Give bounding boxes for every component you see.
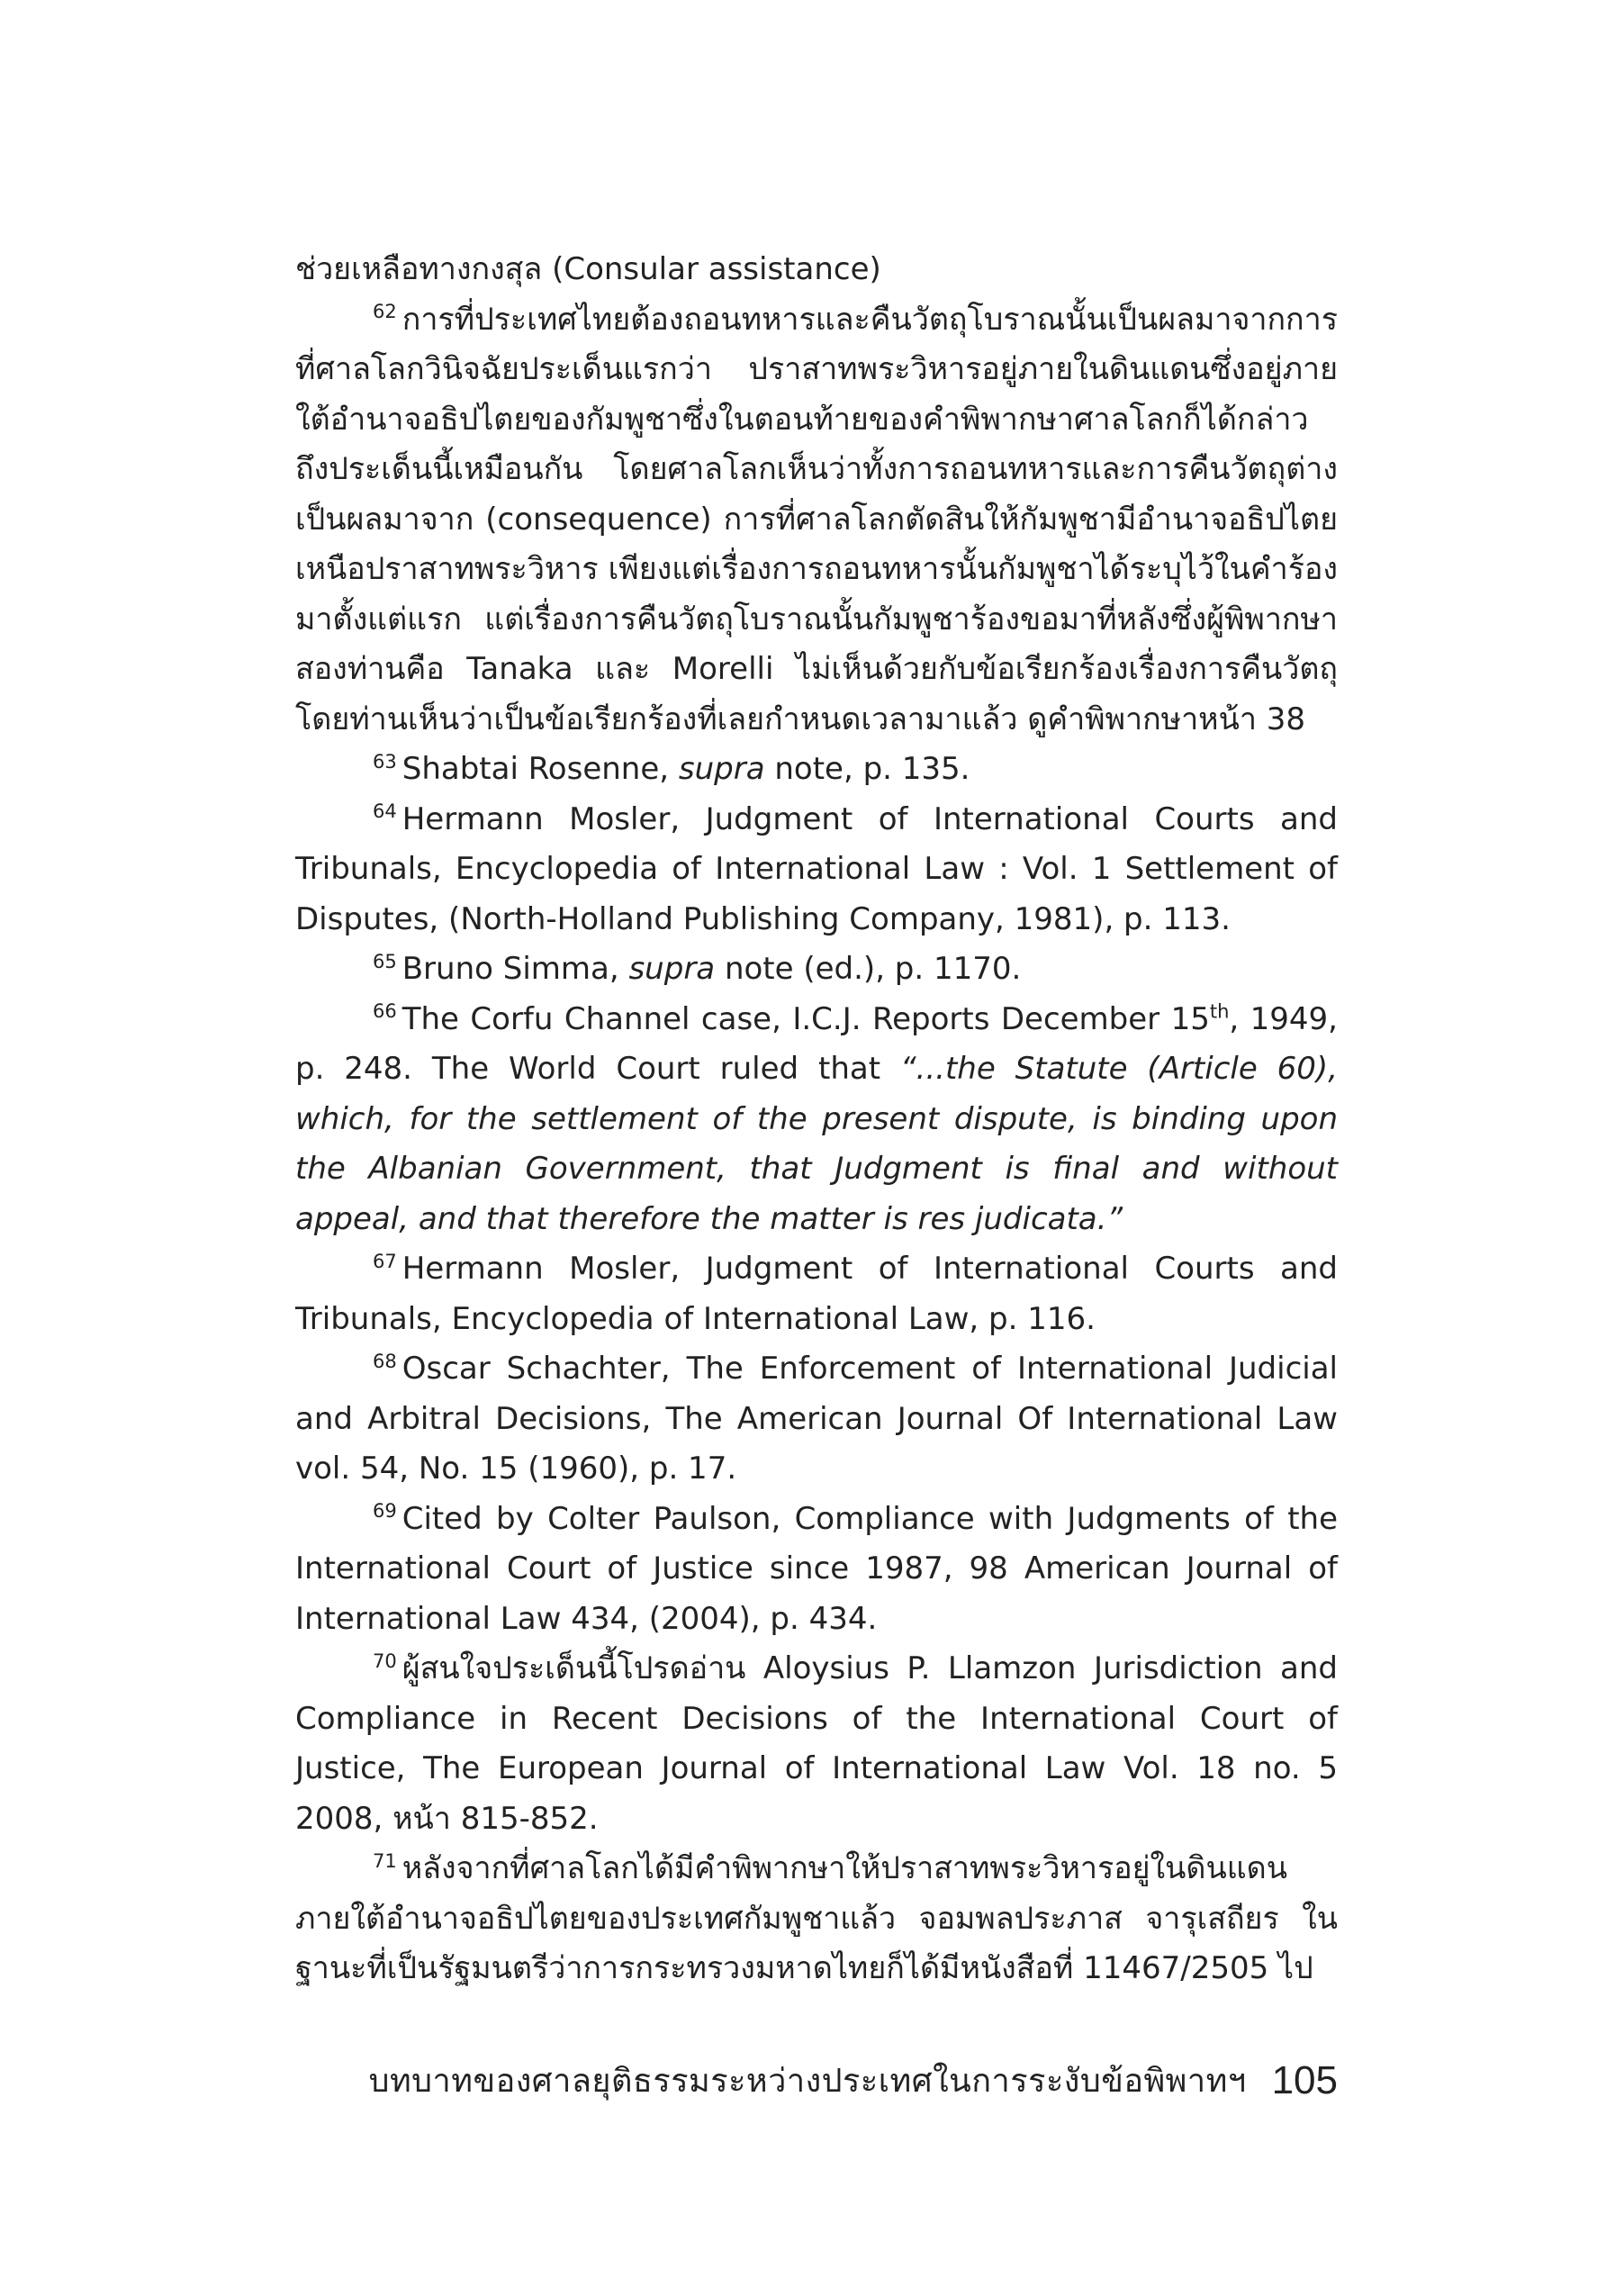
footnote-text: ช่วยเหลือทางกงสุล (Consular assistance) — [295, 251, 881, 287]
footnote-64 — [295, 795, 1338, 945]
footnote-62 — [295, 295, 1338, 746]
footnote-67 — [295, 1244, 1338, 1344]
page-footer — [295, 2056, 1338, 2106]
footnote-number: 69 — [373, 1500, 397, 1523]
footnote-number: 63 — [373, 750, 397, 773]
footnote-69 — [295, 1495, 1338, 1645]
footnote-text: Oscar Schachter, The Enforcement of International Judicial and Arbitral Decisions, The American Journal Of International Law vol. 54, No. 15 (1960), p. 17. — [295, 1351, 1338, 1487]
footnote-number: 65 — [373, 950, 397, 972]
footnote-italic-quote: “...the Statute (Article 60), which, for the settlement of the present dispute, is binding upon the Albanian Government, that Judgment is final and without appeal, and that therefore the matter is res judicata.” — [295, 1051, 1338, 1237]
footnote-65 — [295, 945, 1338, 995]
footnote-italic-term: supra — [628, 951, 716, 987]
footnote-text: ผู้สนใจประเด็นนี้โปรดอ่าน Aloysius P. Llamzon Jurisdiction and Compliance in Recent Decisions of the International Court of Justice, The European Journal of International Law Vol. 18 no. 5 2008, หน้า 815-852. — [295, 1650, 1338, 1837]
footnote-68 — [295, 1344, 1338, 1495]
footnote-number: 67 — [373, 1250, 397, 1272]
footnote-number: 71 — [373, 1849, 397, 1872]
footnote-number: 64 — [373, 800, 397, 823]
footnotes-section — [295, 245, 1338, 1994]
footnote-text: หลังจากที่ศาลโลกได้มีคำพิพากษาให้ปราสาทพระวิหารอยู่ในดินแดนภายใต้อำนาจอธิปไตยของประเทศกัมพูชาแล้ว จอมพลประภาส จารุเสถียร ในฐานะที่เป็นรัฐมนตรีว่าการกระทรวงมหาดไทยก็ได้มีหนังสือที่ 11467/2505 ไป — [295, 1850, 1338, 1986]
footnote-text: Bruno Simma, — [402, 951, 629, 987]
ordinal-superscript: th — [1209, 1000, 1230, 1023]
page-number: 105 — [1271, 2058, 1338, 2102]
footnote-63 — [295, 745, 1338, 795]
footnote-number: 70 — [373, 1650, 397, 1672]
running-title: บทบาทของศาลยุติธรรมระหว่างประเทศในการระงับข้อพิพาทฯ — [368, 2063, 1247, 2100]
footnote-text: Hermann Mosler, Judgment of International Courts and Tribunals, Encyclopedia of International Law : Vol. 1 Settlement of Disputes, (North-Holland Publishing Company, 1981), p. 113. — [295, 800, 1338, 937]
footnote-continuation — [295, 245, 1338, 295]
footnote-number: 66 — [373, 1000, 397, 1023]
footnote-71 — [295, 1844, 1338, 1994]
footnote-text: note, p. 135. — [764, 751, 970, 787]
footnote-text: , 1949, p. 248. The World Court ruled that — [295, 1000, 1338, 1087]
footnote-text: การที่ประเทศไทยต้องถอนทหารและคืนวัตถุโบราณนั้นเป็นผลมาจากการที่ศาลโลกวินิจฉัยประเด็นแรกว่า ปราสาทพระวิหารอยู่ภายในดินแดนซึ่งอยู่ภายใต้อำนาจอธิปไตยของกัมพูชาซึ่งในตอนท้ายของคำพิพากษาศาลโลกก็ได้กล่าวถึงประเด็นนี้เหมือนกัน โดยศาลโลกเห็นว่าทั้งการถอนทหารและการคืนวัตถุต่างเป็นผลมาจาก (consequence) การที่ศาลโลกตัดสินให้กัมพูชามีอำนาจอธิปไตยเหนือปราสาทพระวิหาร เพียงแต่เรื่องการถอนทหารนั้นกัมพูชาได้ระบุไว้ในคำร้องมาตั้งแต่แรก แต่เรื่องการคืนวัตถุโบราณนั้นกัมพูชาร้องขอมาที่หลังซึ่งผู้พิพากษาสองท่านคือ Tanaka และ Morelli ไม่เห็นด้วยกับข้อเรียกร้องเรื่องการคืนวัตถุโดยท่านเห็นว่าเป็นข้อเรียกร้องที่เลยกำหนดเวลามาแล้ว ดูคำพิพากษาหน้า 38 — [295, 301, 1338, 737]
footnote-italic-term: supra — [678, 751, 765, 787]
footnote-number: 62 — [373, 301, 397, 323]
footnote-text: The Corfu Channel case, I.C.J. Reports December 15 — [402, 1000, 1210, 1037]
footnote-text: note (ed.), p. 1170. — [715, 951, 1022, 987]
footnote-70 — [295, 1644, 1338, 1844]
footnote-text: Hermann Mosler, Judgment of International Courts and Tribunals, Encyclopedia of International Law, p. 116. — [295, 1251, 1338, 1337]
footnote-text: Cited by Colter Paulson, Compliance with Judgments of the International Court of Justice since 1987, 98 American Journal of International Law 434, (2004), p. 434. — [295, 1500, 1338, 1637]
footnote-text: Shabtai Rosenne, — [402, 751, 679, 787]
footnote-number: 68 — [373, 1350, 397, 1372]
footnote-66 — [295, 995, 1338, 1245]
